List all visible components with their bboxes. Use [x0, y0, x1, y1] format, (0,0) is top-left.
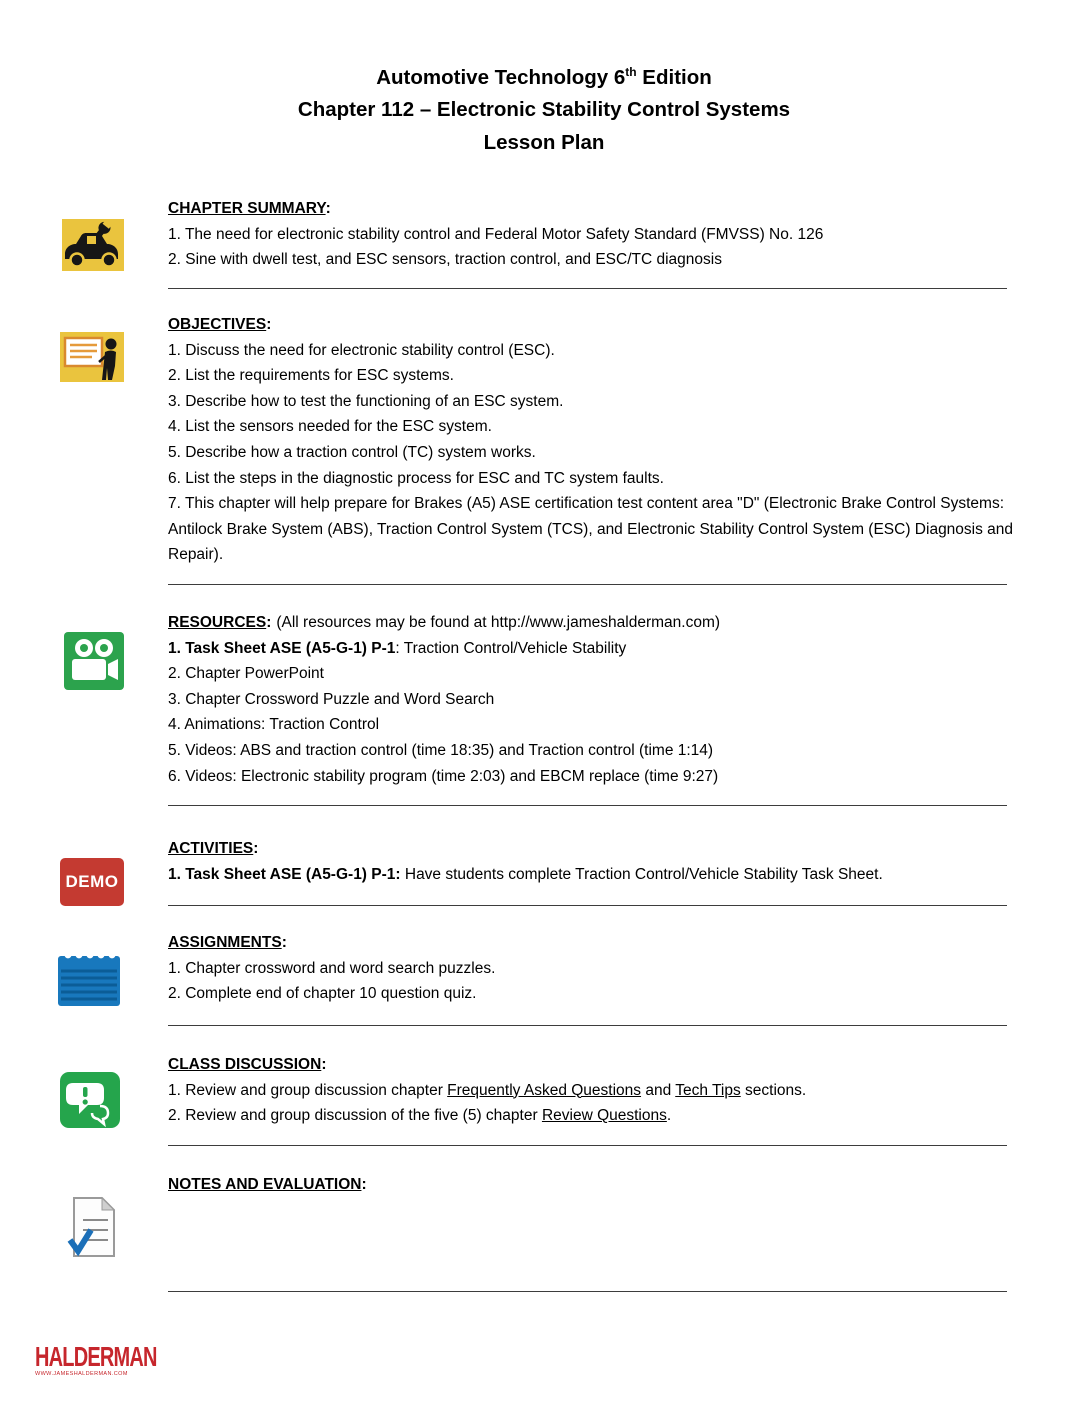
section-heading	[168, 930, 1024, 956]
list-item	[168, 636, 1024, 662]
title-line-3: Lesson Plan	[483, 130, 605, 154]
section-divider	[168, 1145, 1007, 1146]
list-item: 1. The need for electronic stability control and Federal Motor Safety Standard (FMVSS) No. 126	[168, 225, 824, 243]
notepad-icon	[58, 948, 120, 1006]
section-divider	[168, 1291, 1007, 1292]
list-item: 1. Chapter crossword and word search puzzles.	[168, 959, 496, 977]
heading-colon: :	[266, 614, 272, 631]
logo-text: HALDERMAN	[35, 1341, 157, 1373]
section-divider	[168, 805, 1007, 806]
heading-colon: :	[321, 1056, 327, 1073]
section-divider	[168, 905, 1007, 906]
resources-note: (All resources may be found at http://www.jameshalderman.com)	[276, 614, 721, 631]
checklist-document-icon	[66, 1196, 120, 1258]
title-line-2: Chapter 112 – Electronic Stability Control Systems	[297, 98, 791, 122]
list-item: 5. Videos: ABS and traction control (time 18:35) and Traction control (time 1:14)	[168, 741, 714, 759]
list-item: 2. Complete end of chapter 10 question quiz.	[168, 985, 477, 1003]
title-superscript: th	[625, 65, 637, 79]
list-item	[168, 1103, 1024, 1129]
section-heading	[168, 610, 1024, 636]
section-heading	[168, 1172, 1024, 1198]
item-bold-text: 1. Task Sheet ASE (A5-G-1) P-1	[168, 639, 396, 657]
section-activities	[168, 836, 1024, 887]
heading-colon: :	[281, 934, 287, 951]
list-item: 4. Animations: Traction Control	[168, 716, 380, 734]
heading-text: CHAPTER SUMMARY	[168, 200, 326, 217]
document-title	[0, 56, 1088, 159]
reference-underlined: Tech Tips	[675, 1081, 741, 1099]
halderman-logo	[35, 1341, 187, 1377]
list-item: 3. Chapter Crossword Puzzle and Word Search	[168, 690, 495, 708]
discussion-bubble-icon	[60, 1072, 120, 1128]
list-item: 3. Describe how to test the functioning of an ESC system.	[168, 392, 564, 410]
heading-colon: :	[361, 1176, 367, 1193]
list-item: 2. Sine with dwell test, and ESC sensors, traction control, and ESC/TC diagnosis	[168, 251, 722, 269]
heading-colon: :	[325, 200, 331, 217]
section-assignments	[168, 930, 1024, 1007]
item-text: : Traction Control/Vehicle Stability	[395, 639, 627, 657]
reference-underlined: Review Questions	[541, 1107, 667, 1125]
heading-text: ASSIGNMENTS	[168, 934, 282, 951]
list-item: 5. Describe how a traction control (TC) system works.	[168, 443, 536, 461]
list-item: 6. List the steps in the diagnostic process for ESC and TC system faults.	[168, 469, 664, 487]
list-item: 6. Videos: Electronic stability program (time 2:03) and EBCM replace (time 9:27)	[168, 767, 719, 785]
section-notes-evaluation	[168, 1172, 1024, 1198]
list-item: 1. Discuss the need for electronic stability control (ESC).	[168, 341, 555, 359]
item-text: Have students complete Traction Control/Vehicle Stability Task Sheet.	[400, 865, 883, 883]
section-heading	[168, 1052, 1024, 1078]
section-chapter-summary	[168, 196, 1024, 273]
list-item: 7. This chapter will help prepare for Brakes (A5) ASE certification test content area "D" (Electronic Brake Control Systems: Antilock Brake System (ABS), Traction Control System (TCS), and Electronic Stability Control System (ESC) Diagnosis and Repair).	[168, 495, 1014, 564]
list-item	[168, 1078, 1024, 1104]
item-text: .	[666, 1107, 672, 1125]
demo-icon	[60, 858, 124, 906]
section-class-discussion	[168, 1052, 1024, 1129]
section-resources	[168, 610, 1024, 789]
title-text: Automotive Technology 6	[376, 65, 626, 89]
car-repair-icon	[62, 219, 124, 271]
demo-icon-label: DEMO	[65, 872, 119, 891]
item-text: 1. Review and group discussion chapter	[168, 1081, 448, 1099]
heading-text: RESOURCES	[168, 614, 267, 631]
instructor-board-icon	[60, 332, 124, 382]
list-item: 2. List the requirements for ESC systems.	[168, 367, 454, 385]
section-divider	[168, 288, 1007, 289]
section-divider	[168, 1025, 1007, 1026]
section-heading	[168, 836, 1024, 862]
heading-text: NOTES AND EVALUATION	[168, 1176, 362, 1193]
heading-text: CLASS DISCUSSION	[168, 1056, 322, 1073]
item-text: 2. Review and group discussion of the five (5) chapter	[168, 1107, 542, 1125]
reference-underlined: Frequently Asked Questions	[447, 1081, 642, 1099]
heading-text: ACTIVITIES	[168, 840, 254, 857]
section-heading	[168, 196, 1024, 222]
heading-text: OBJECTIVES	[168, 316, 267, 333]
list-item: 4. List the sensors needed for the ESC system.	[168, 418, 492, 436]
title-text: Edition	[636, 65, 712, 89]
item-text: sections.	[740, 1081, 807, 1099]
section-heading	[168, 312, 1024, 338]
list-item: 2. Chapter PowerPoint	[168, 665, 324, 683]
item-bold-text: 1. Task Sheet ASE (A5-G-1) P-1:	[168, 865, 401, 883]
section-divider	[168, 584, 1007, 585]
item-text: and	[641, 1081, 676, 1099]
heading-colon: :	[266, 316, 272, 333]
heading-colon: :	[253, 840, 259, 857]
list-item	[168, 862, 1024, 888]
video-camera-icon	[64, 632, 124, 690]
title-line-1	[0, 56, 1088, 94]
section-objectives	[168, 312, 1024, 568]
logo-subtext: WWW.JAMESHALDERMAN.COM	[35, 1371, 128, 1377]
